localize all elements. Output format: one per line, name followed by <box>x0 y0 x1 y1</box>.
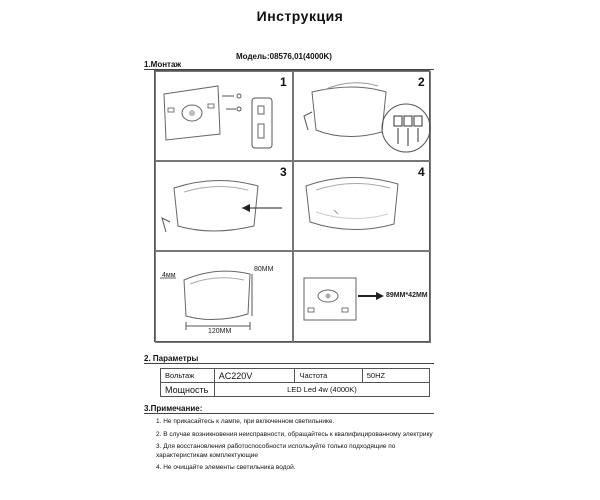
installation-panel-2 <box>293 71 431 161</box>
notes-list <box>156 418 436 477</box>
table-row <box>161 369 430 383</box>
dimensions-panel <box>155 251 293 343</box>
panel-number: 2 <box>418 75 425 89</box>
panel-number: 3 <box>280 165 287 179</box>
divider <box>144 413 434 414</box>
document-title: Инструкция <box>256 8 344 24</box>
panel-number: 1 <box>280 75 287 89</box>
table-cell: LED Led 4w (4000K) <box>214 383 429 397</box>
table-row <box>161 383 430 397</box>
dimension-height: 80MM <box>254 266 274 273</box>
wall-mount-bracket-illustration <box>156 72 294 162</box>
wiring-connection-illustration <box>294 72 432 162</box>
dimension-width: 120MM <box>208 328 232 335</box>
section-heading-parameters: 2. Параметры <box>144 354 199 363</box>
installation-panel-3 <box>155 161 293 251</box>
dimension-small: 4мм <box>162 272 176 279</box>
list-item: 1. Не прикасайтесь к лампе, при включенном светильнике. <box>156 418 335 425</box>
section-heading-notes: 3.Примечание: <box>144 404 203 413</box>
model-number: Модель:08576,01(4000K) <box>236 52 332 61</box>
section-heading-installation: 1.Монтаж <box>144 60 182 69</box>
table-cell: Мощность <box>161 383 215 397</box>
list-item: 2. В случае возникновения неисправности, обращайтесь к квалифицированному электрику <box>156 430 433 438</box>
installation-panel-4 <box>293 161 431 251</box>
table-cell: 50HZ <box>362 369 429 383</box>
parameters-table <box>160 368 430 397</box>
cutout-dimension: 89MM*42MM <box>386 292 428 299</box>
panel-number: 4 <box>418 165 425 179</box>
installation-panel-1 <box>155 71 293 161</box>
table-cell: AC220V <box>214 369 295 383</box>
installation-figure-grid <box>154 70 430 342</box>
table-cell: Частота <box>295 369 362 383</box>
list-item: 4. Не очищайте элементы светильника водой. <box>156 464 296 471</box>
cutout-panel <box>293 251 431 343</box>
installed-fixture-illustration <box>294 162 432 252</box>
divider <box>144 363 434 364</box>
mounting-arrow-illustration <box>156 162 294 252</box>
list-item: 3. Для восстановления работоспособности используйте только подходящие по характеристикам комплектующие <box>156 443 396 459</box>
table-cell: Вольтаж <box>161 369 215 383</box>
